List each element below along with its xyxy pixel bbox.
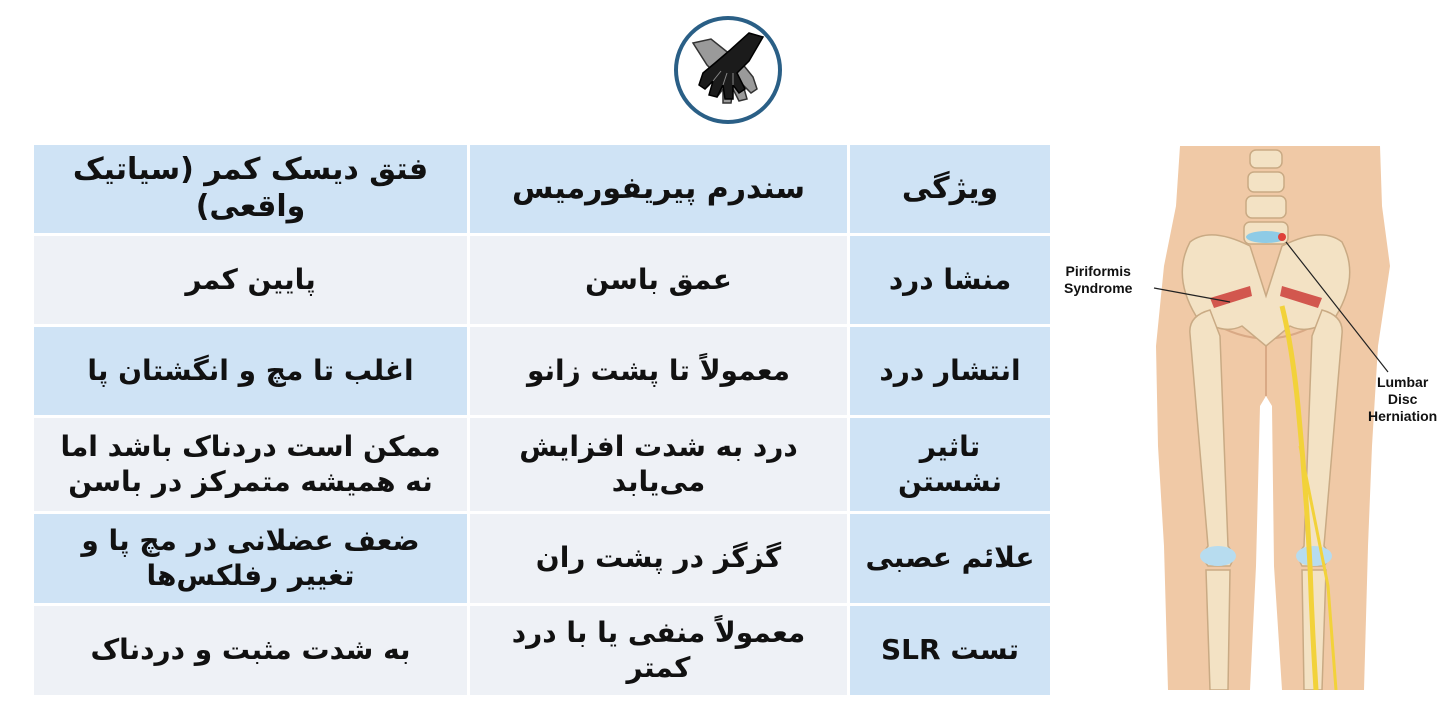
label-piriformis-line-2: Syndrome xyxy=(1064,279,1133,296)
label-lumbar xyxy=(1368,374,1437,424)
row-5-disc: به شدت مثبت و دردناک xyxy=(34,606,467,695)
row-2-feature: انتشار درد xyxy=(850,327,1050,415)
row-1-piriformis: عمق باسن xyxy=(470,236,847,324)
row-4-disc xyxy=(34,514,467,603)
row-2-piriformis: معمولاً تا پشت زانو xyxy=(470,327,847,415)
label-piriformis xyxy=(1064,263,1132,297)
row-1-feature: منشا درد xyxy=(850,236,1050,324)
label-lumbar-line-2: Disc xyxy=(1387,390,1418,407)
label-lumbar-line-1: Lumbar xyxy=(1376,374,1429,390)
row-4-piriformis: گزگز در پشت ران xyxy=(470,514,847,603)
hands-icon xyxy=(673,15,783,125)
row-4-disc-line-1: ضعف عضلانی در مچ پا و xyxy=(81,524,420,558)
label-piriformis-line-1: Piriformis xyxy=(1065,263,1131,279)
spine xyxy=(1244,150,1288,244)
row-5-feature: تست SLR xyxy=(850,606,1050,695)
row-4-disc-line-2: تغییر رفلکس‌ها xyxy=(146,558,355,592)
comparison-table xyxy=(34,145,1050,690)
row-3-disc-line-2: نه همیشه متمرکز در باسن xyxy=(68,464,433,498)
row-2-disc: اغلب تا مچ و انگشتان پا xyxy=(34,327,467,415)
row-5-piriformis: معمولاً منفی یا با درد کمتر xyxy=(470,606,847,695)
header-piriformis: سندرم پیریفورمیس xyxy=(470,145,847,233)
row-4-feature: علائم عصبی xyxy=(850,514,1050,603)
header-disc: فتق دیسک کمر (سیاتیک واقعی) xyxy=(34,145,467,233)
row-3-disc-line-1: ممکن است دردناک باشد اما xyxy=(60,430,441,464)
header-feature: ویژگی xyxy=(850,145,1050,233)
row-1-disc: پایین کمر xyxy=(34,236,467,324)
row-3-disc xyxy=(34,418,467,511)
row-3-piriformis: درد به شدت افزایش می‌یابد xyxy=(470,418,847,511)
label-lumbar-line-3: Herniation xyxy=(1368,407,1438,424)
row-3-feature: تاثیر نشستن xyxy=(850,418,1050,511)
